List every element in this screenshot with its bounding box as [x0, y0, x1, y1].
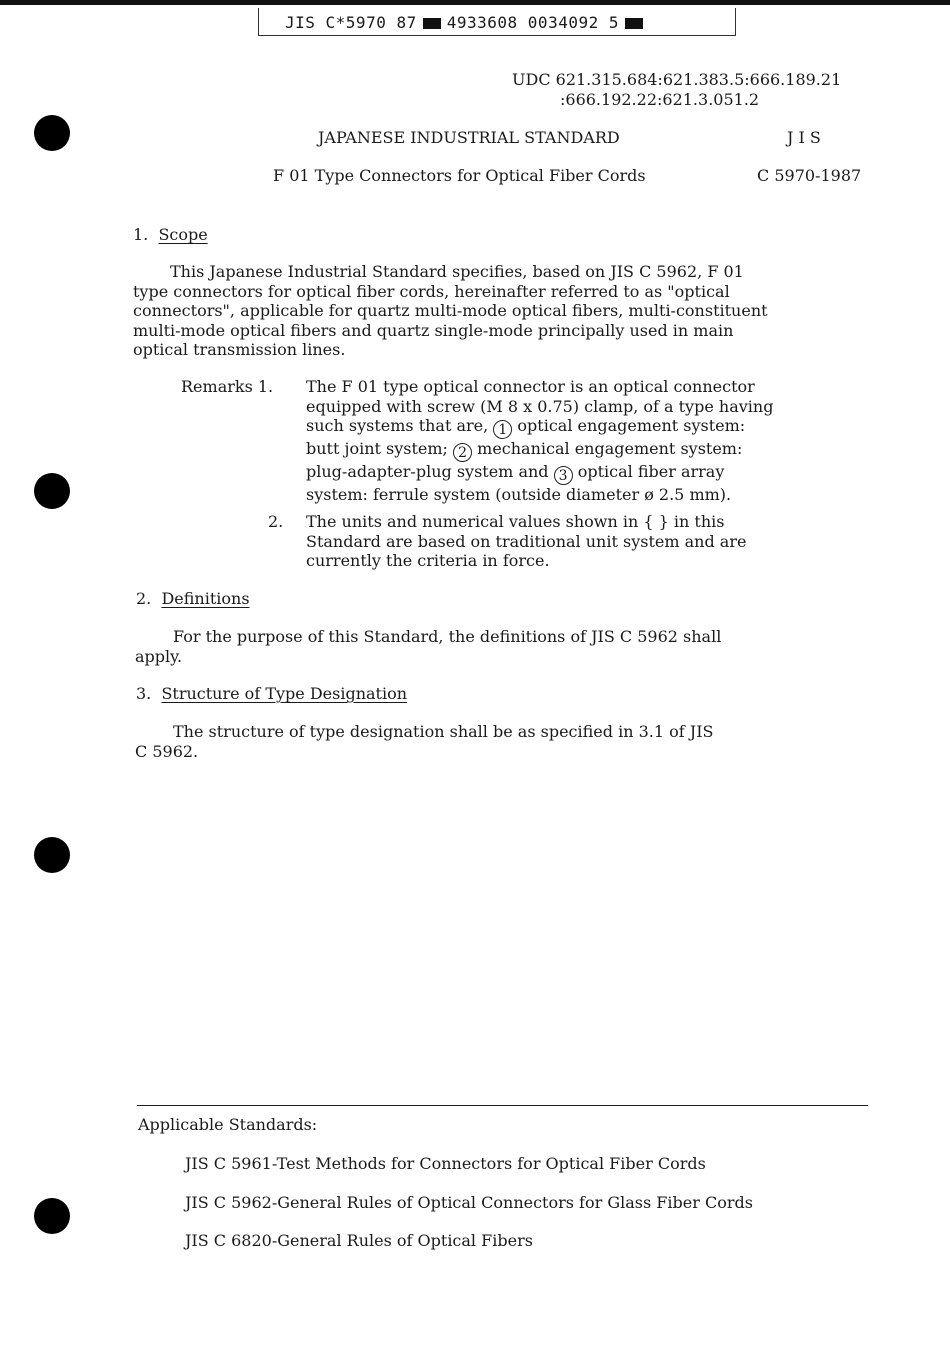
applicable-standard-item: JIS C 6820-General Rules of Optical Fibers [185, 1231, 533, 1250]
jis-label: J I S [787, 128, 821, 147]
text-span: such systems that are, [306, 416, 489, 435]
structure-paragraph [135, 722, 713, 761]
text-span: butt joint system; [306, 439, 448, 458]
text-line: C 5962. [135, 741, 199, 761]
document-stamp [258, 8, 736, 36]
document-title: F 01 Type Connectors for Optical Fiber Cords [273, 166, 646, 185]
text-line: Standard are based on traditional unit system and are [306, 531, 747, 551]
text-line: multi-mode optical fibers and quartz single-mode principally used in main [133, 320, 734, 340]
stamp-block-mark [625, 18, 643, 29]
scope-paragraph [133, 262, 768, 360]
applicable-standard-item: JIS C 5962-General Rules of Optical Connectors for Glass Fiber Cords [185, 1193, 753, 1212]
text-line: This Japanese Industrial Standard specifies, based on JIS C 5962, F 01 [170, 262, 744, 281]
section-number: 3. [136, 684, 152, 703]
text-line: currently the criteria in force. [306, 551, 550, 570]
text-line: optical transmission lines. [133, 340, 346, 359]
remarks-label: Remarks 1. [181, 377, 274, 396]
text-line: type connectors for optical fiber cords, hereinafter referred to as "optical [133, 281, 730, 301]
section-heading-scope [133, 225, 208, 245]
text-span: optical fiber array [577, 462, 725, 481]
udc-line-1: UDC 621.315.684:621.383.5:666.189.21 [512, 70, 842, 89]
scan-top-border [0, 0, 950, 5]
punch-hole [34, 115, 70, 151]
section-title: Definitions [161, 589, 250, 608]
circled-number-1: 1 [493, 420, 512, 439]
udc-line-2: :666.192.22:621.3.051.2 [560, 90, 760, 109]
text-line: connectors", applicable for quartz multi-mode optical fibers, multi-constituent [133, 301, 768, 320]
applicable-standard-item: JIS C 5961-Test Methods for Connectors for Optical Fiber Cords [185, 1154, 706, 1173]
section-heading-structure [136, 684, 407, 704]
standard-name: JAPANESE INDUSTRIAL STANDARD [318, 128, 620, 147]
circled-number-3: 3 [554, 466, 573, 485]
text-line: The F 01 type optical connector is an optical connector [306, 377, 755, 396]
section-title: Structure of Type Designation [161, 684, 408, 703]
text-line [306, 462, 773, 485]
remark-2-number: 2. [268, 512, 284, 531]
text-span: mechanical engagement system: [477, 439, 743, 458]
section-title: Scope [158, 225, 208, 244]
section-number: 2. [136, 589, 152, 608]
stamp-block-mark [423, 18, 441, 29]
applicable-standards-heading: Applicable Standards: [138, 1115, 318, 1134]
punch-hole [34, 1198, 70, 1234]
punch-hole [34, 473, 70, 509]
text-line: apply. [135, 646, 183, 666]
text-line: system: ferrule system (outside diameter ø 2.5 mm). [306, 485, 732, 504]
text-span: plug-adapter-plug system and [306, 462, 549, 481]
text-line: For the purpose of this Standard, the definitions of JIS C 5962 shall [173, 627, 722, 646]
text-line [306, 439, 773, 462]
definitions-paragraph [135, 627, 721, 666]
text-line: The structure of type designation shall be as specified in 3.1 of JIS [173, 722, 714, 741]
section-heading-definitions [136, 589, 250, 609]
stamp-code-1: JIS C*5970 87 [285, 13, 417, 32]
text-line: The units and numerical values shown in { } in this [306, 512, 725, 531]
text-line [306, 416, 773, 439]
section-number: 1. [133, 225, 149, 244]
text-line: equipped with screw (M 8 x 0.75) clamp, of a type having [306, 396, 774, 416]
punch-hole [34, 837, 70, 873]
standard-number: C 5970-1987 [757, 166, 862, 185]
stamp-code-2: 4933608 0034092 5 [446, 13, 619, 32]
remark-1 [306, 377, 773, 505]
circled-number-2: 2 [453, 443, 472, 462]
footnote-divider [137, 1105, 868, 1106]
remark-2 [306, 512, 746, 571]
text-span: optical engagement system: [517, 416, 746, 435]
